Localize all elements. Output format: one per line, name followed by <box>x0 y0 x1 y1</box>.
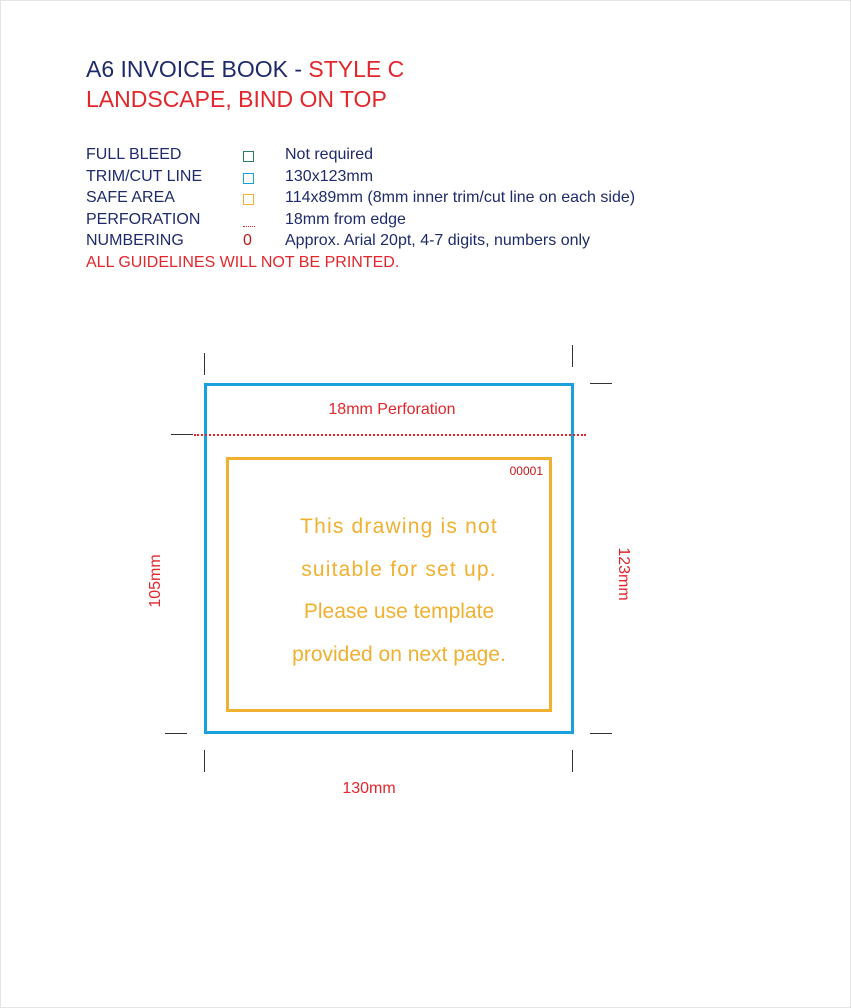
crop-mark-top-left <box>204 353 205 375</box>
trim-swatch-icon <box>243 171 254 189</box>
crop-mark-top-right <box>572 345 573 367</box>
crop-mark-right-bottom <box>590 733 612 734</box>
crop-mark-left-bottom <box>165 733 187 734</box>
setup-notice <box>226 506 572 676</box>
legend-value: 114x89mm (8mm inner trim/cut line on each side) <box>285 189 636 207</box>
title-prefix: A6 INVOICE BOOK - <box>86 56 309 82</box>
legend-value: 130x123mm <box>285 167 374 185</box>
perforation-label: 18mm Perforation <box>328 401 456 418</box>
safe-area-swatch-icon <box>243 192 254 210</box>
right-height-dimension-label: 123mm <box>615 547 632 601</box>
left-height-dimension-label: 105mm <box>147 554 164 608</box>
legend-value: Approx. Arial 20pt, 4-7 digits, numbers only <box>285 232 591 250</box>
width-dimension-label: 130mm <box>342 780 396 797</box>
perforation-line-icon <box>243 214 255 232</box>
title-style: STYLE C <box>308 56 405 82</box>
legend-value: Not required <box>285 146 374 163</box>
notice-line: provided on next page. <box>292 642 506 666</box>
page-title <box>86 56 404 83</box>
guidelines-warning: ALL GUIDELINES WILL NOT BE PRINTED. <box>86 254 400 271</box>
notice-line: suitable for set up. <box>301 557 497 581</box>
notice-line: Please use template <box>303 600 495 623</box>
crop-mark-right-top <box>590 383 612 384</box>
legend-label: FULL BLEED <box>86 146 182 163</box>
perforation-line <box>194 434 586 436</box>
crop-mark-bottom-right <box>572 750 573 772</box>
page-subtitle: LANDSCAPE, BIND ON TOP <box>86 86 387 112</box>
crop-mark-bottom-left <box>204 750 205 772</box>
legend-label: SAFE AREA <box>86 189 175 207</box>
full-bleed-swatch-icon <box>243 149 254 167</box>
numbering-sample: 00001 <box>509 464 543 478</box>
numbering-mark-text: 0 <box>243 232 252 250</box>
legend-label: TRIM/CUT LINE <box>86 167 203 185</box>
legend-label: NUMBERING <box>86 232 184 250</box>
legend-value: 18mm from edge <box>285 210 406 228</box>
notice-line: This drawing is not <box>300 515 498 538</box>
legend-label: PERFORATION <box>86 210 201 228</box>
crop-mark-left-perf <box>171 434 193 435</box>
